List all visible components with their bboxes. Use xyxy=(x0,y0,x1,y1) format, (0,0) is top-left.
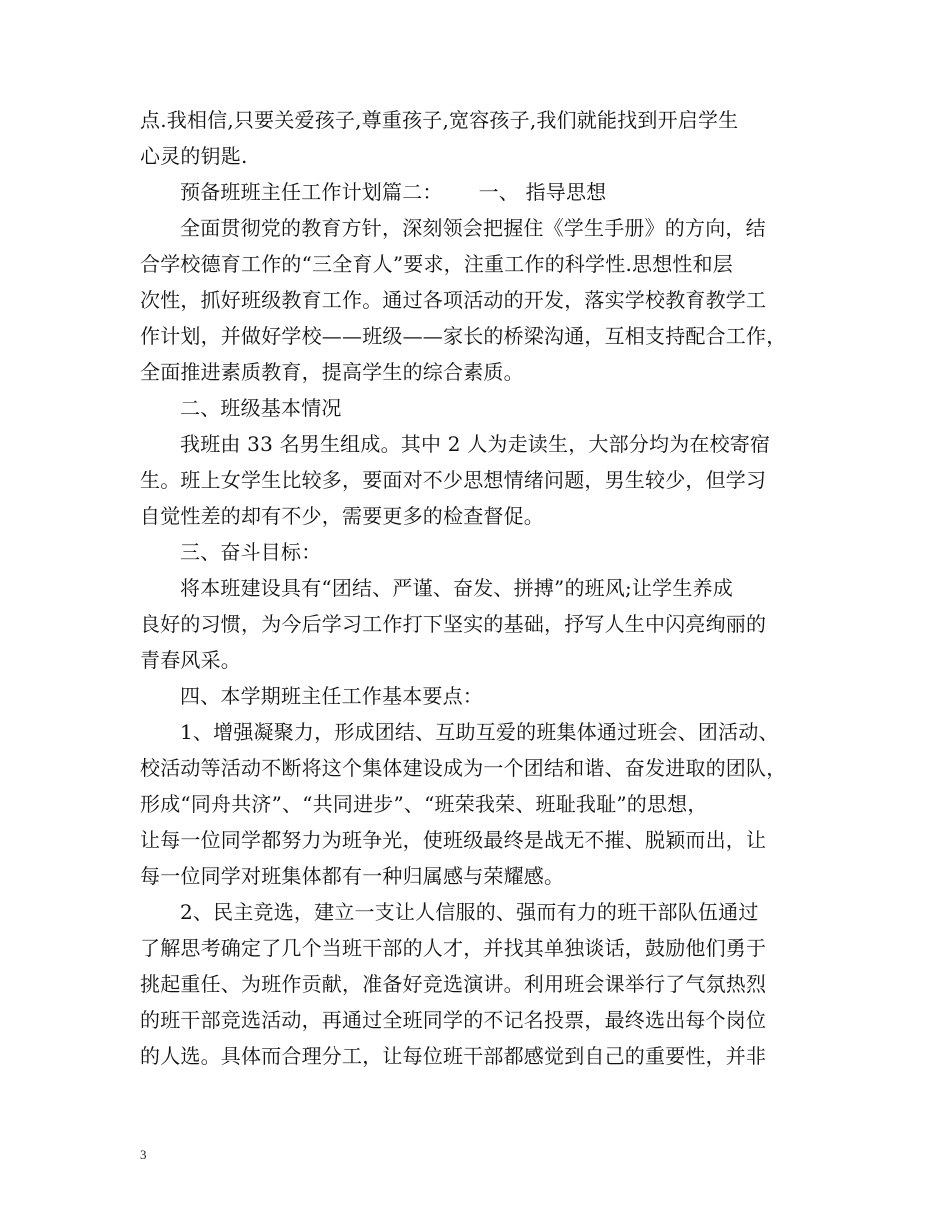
section-heading: 一、 指导思想 xyxy=(478,180,607,204)
body-line: 青春风采。 xyxy=(140,648,241,672)
body-line: 让每一位同学都努力为班争光，使班级最终是战无不摧、脱颖而出，让 xyxy=(140,828,767,852)
body-line: 合学校德育工作的“三全育人”要求，注重工作的科学性.思想性和层 xyxy=(140,252,734,276)
body-line: 生。班上女学生比较多，要面对不少思想情绪问题，男生较少，但学习 xyxy=(140,468,767,492)
body-line: 校活动等活动不断将这个集体建设成为一个团结和谐、奋发进取的团队， xyxy=(140,756,787,780)
body-line: 次性，抓好班级教育工作。通过各项活动的开发，落实学校教育教学工 xyxy=(140,288,767,312)
body-line: 作计划，并做好学校——班级——家长的桥梁沟通，互相支持配合工作， xyxy=(140,324,787,348)
plan-title: 预备班班主任工作计划篇二： xyxy=(180,180,443,204)
body-line: 了解思考确定了几个当班干部的人才，并找其单独谈话，鼓励他们勇于 xyxy=(140,936,767,960)
body-line: 良好的习惯，为今后学习工作打下坚实的基础，抒写人生中闪亮绚丽的 xyxy=(140,612,767,636)
body-line: 自觉性差的却有不少，需要更多的检查督促。 xyxy=(140,504,544,528)
body-line: 的人选。具体而合理分工，让每位班干部都感觉到自己的重要性，并非 xyxy=(140,1044,767,1068)
body-line: 形成“同舟共济”、“共同进步”、“班荣我荣、班耻我耻”的思想， xyxy=(140,792,708,816)
paragraph-first-line: 1、增强凝聚力，形成团结、互助互爱的班集体通过班会、团活动、 xyxy=(180,720,779,744)
body-line: 点.我相信,只要关爱孩子,尊重孩子,宽容孩子,我们就能找到开启学生 xyxy=(140,108,739,132)
body-line: 全面推进素质教育，提高学生的综合素质。 xyxy=(140,360,524,384)
section-heading: 二、班级基本情况 xyxy=(180,396,342,420)
body-line: 的班干部竞选活动，再通过全班同学的不记名投票，最终选出每个岗位 xyxy=(140,1008,767,1032)
paragraph-first-line: 全面贯彻党的教育方针，深刻领会把握住《学生手册》的方向，结 xyxy=(180,216,766,240)
document-body xyxy=(140,102,820,1074)
body-line: 心灵的钥匙. xyxy=(140,144,248,168)
body-line: 挑起重任、为班作贡献，准备好竞选演讲。利用班会课举行了气氛热烈 xyxy=(140,972,767,996)
paragraph-first-line: 我班由 33 名男生组成。其中 2 人为走读生，大部分均为在校寄宿 xyxy=(180,432,771,456)
paragraph-first-line: 2、民主竞选，建立一支让人信服的、强而有力的班干部队伍通过 xyxy=(180,900,759,924)
section-heading: 四、本学期班主任工作基本要点： xyxy=(180,684,483,708)
page-number: 3 xyxy=(140,1147,147,1162)
section-heading: 三、奋斗目标： xyxy=(180,540,322,564)
section-heading-line xyxy=(140,174,820,210)
paragraph-first-line: 将本班建设具有“团结、严谨、奋发、拼搏”的班风;让学生养成 xyxy=(180,576,733,600)
body-line: 每一位同学对班集体都有一种归属感与荣耀感。 xyxy=(140,864,565,888)
